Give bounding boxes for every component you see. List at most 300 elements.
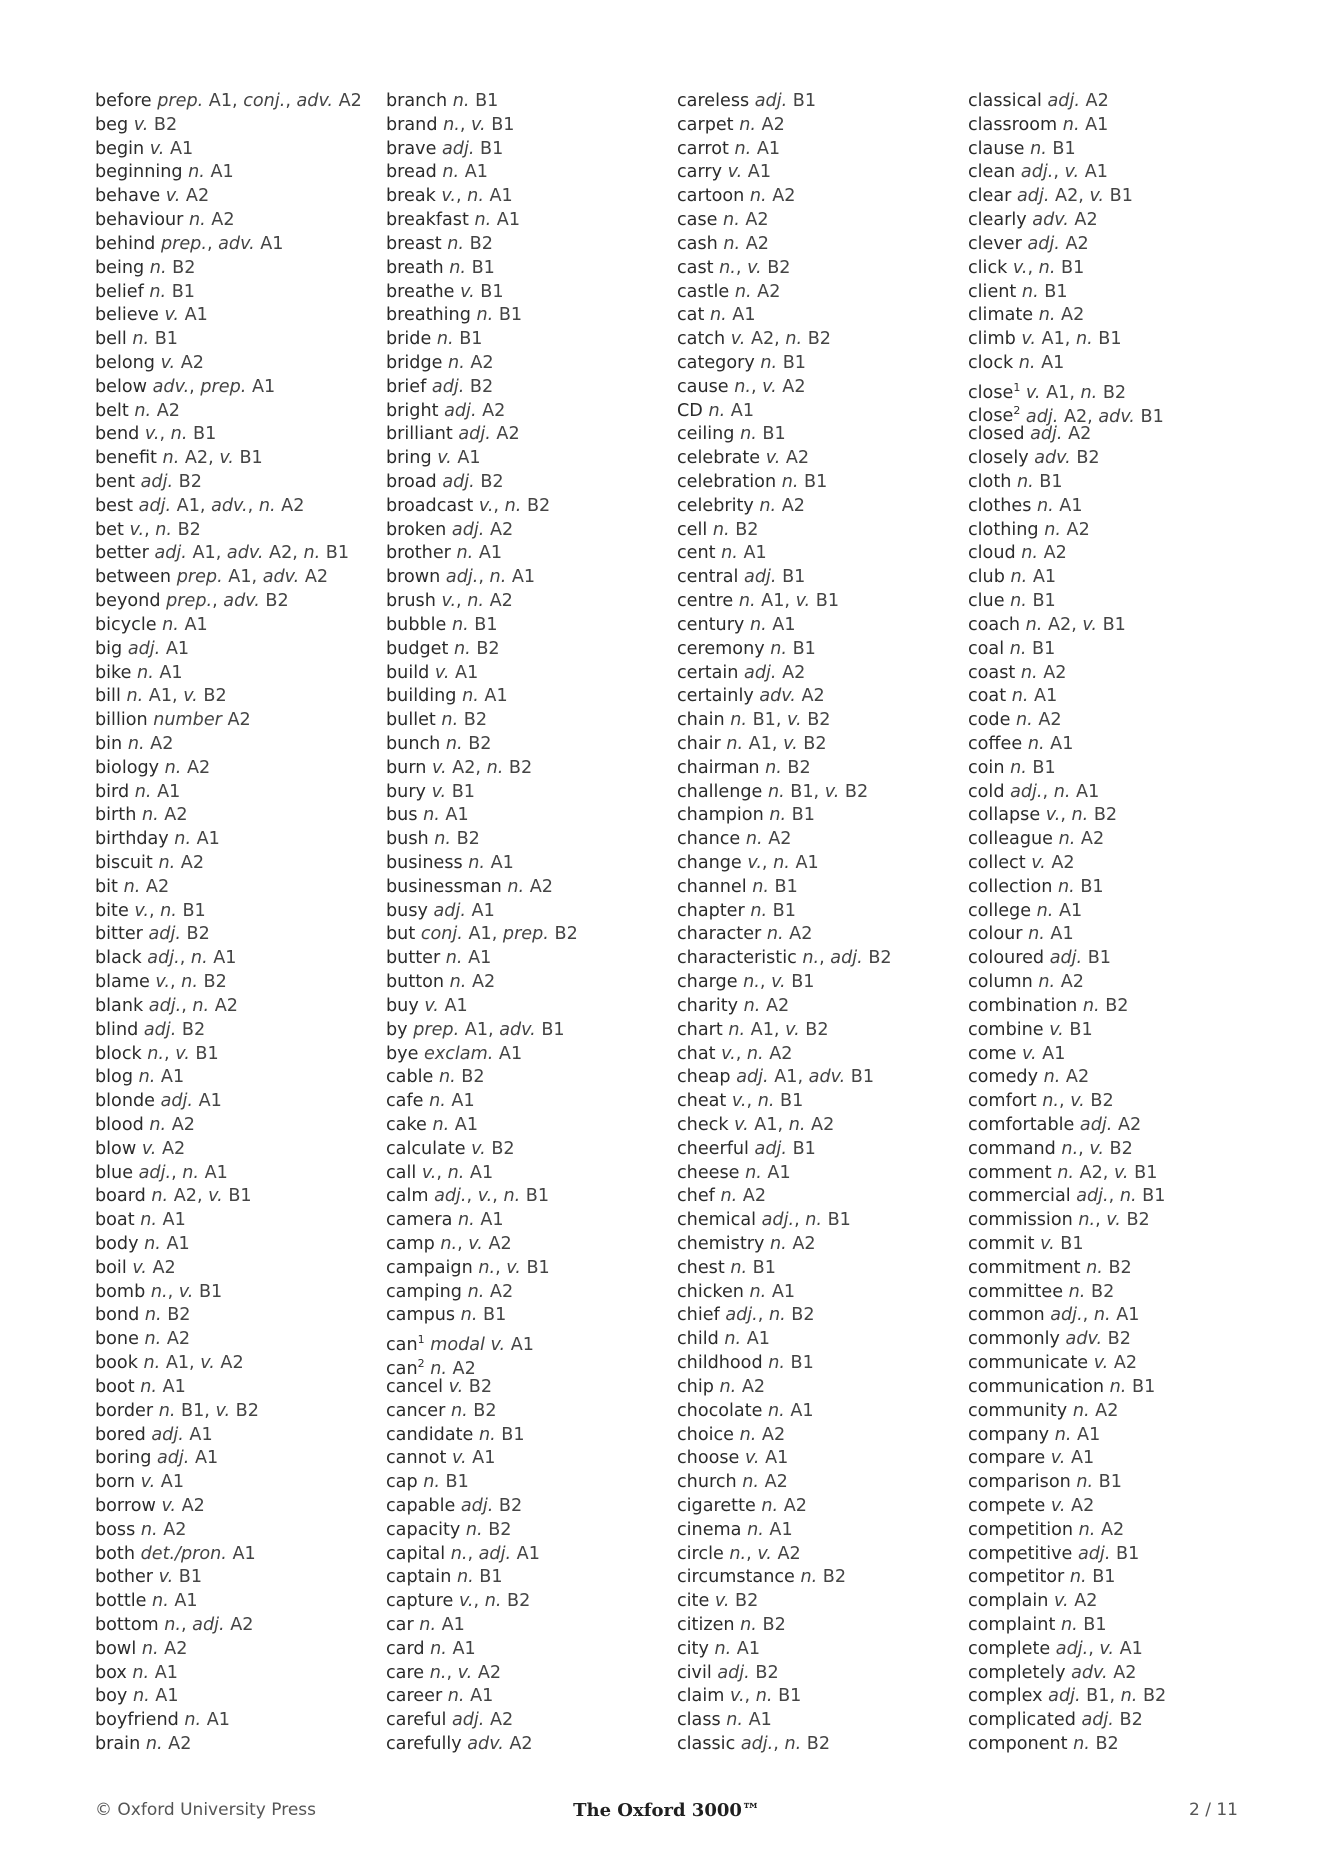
headword: celebration xyxy=(677,472,777,492)
entry-detail: v., n. B2 xyxy=(478,495,551,516)
part-of-speech: prep. xyxy=(200,376,247,397)
headword: class xyxy=(677,1710,721,1731)
part-of-speech: n. xyxy=(1038,972,1056,993)
word-entry xyxy=(386,757,666,781)
headword: boot xyxy=(95,1376,135,1397)
word-entry xyxy=(95,1281,375,1305)
part-of-speech: n. xyxy=(729,1543,747,1564)
part-of-speech: n. xyxy=(138,1067,156,1088)
part-of-speech: n. xyxy=(1021,543,1038,564)
headword: competitor xyxy=(968,1567,1065,1588)
headword: command xyxy=(968,1138,1056,1159)
word-entry xyxy=(386,828,666,852)
headword: benefit xyxy=(95,448,157,469)
headword: coffee xyxy=(968,733,1023,754)
entry-detail: n. A1 xyxy=(734,138,781,159)
word-entry xyxy=(968,1495,1248,1519)
entry-detail: n., adj. A1 xyxy=(450,1543,540,1564)
word-entry xyxy=(968,1471,1248,1495)
word-entry xyxy=(677,1471,957,1495)
word-entry xyxy=(386,781,666,805)
entry-detail: n. B2 xyxy=(765,757,811,778)
word-entry xyxy=(968,1709,1248,1733)
part-of-speech: n. xyxy=(447,233,465,254)
headword: coloured xyxy=(968,948,1045,969)
headword: brush xyxy=(386,591,436,612)
entry-detail: n. A1 xyxy=(1028,924,1074,945)
entry-detail: n. A1 xyxy=(1062,114,1109,135)
entry-detail: adj., n. A1 xyxy=(147,948,237,969)
part-of-speech: n. xyxy=(140,1210,157,1231)
word-entry xyxy=(386,519,666,543)
word-entry xyxy=(386,1543,666,1567)
part-of-speech: conj. xyxy=(243,91,286,111)
word-entry xyxy=(677,376,957,400)
part-of-speech: n. xyxy=(709,305,727,326)
word-entry xyxy=(95,1043,375,1067)
entry-detail: v., n. B2 xyxy=(1045,805,1118,826)
entry-detail: v. A1, n. B1 xyxy=(1021,329,1122,350)
entry-detail: v., n. B2 xyxy=(129,519,201,540)
part-of-speech: n. xyxy=(465,1519,483,1540)
word-entry xyxy=(95,757,375,781)
word-entry xyxy=(677,1328,957,1352)
word-entry xyxy=(386,1471,666,1495)
part-of-speech: adj. xyxy=(431,376,465,397)
part-of-speech: prep. xyxy=(160,233,207,254)
part-of-speech: n. xyxy=(1061,1138,1079,1159)
headword: close$^1$ xyxy=(968,380,1021,403)
part-of-speech: n. xyxy=(474,210,492,231)
entry-detail: adj. B2 xyxy=(143,1019,206,1040)
part-of-speech: v. xyxy=(165,186,181,207)
headword: business xyxy=(386,853,463,873)
headword: bubble xyxy=(386,614,447,635)
entry-detail: v. B1 xyxy=(431,781,475,802)
headword: black xyxy=(95,948,142,969)
word-entry xyxy=(95,566,375,590)
word-entry xyxy=(968,1233,1248,1257)
word-entry xyxy=(95,423,375,447)
headword: CD xyxy=(677,400,703,421)
part-of-speech: n. xyxy=(749,1281,767,1302)
word-entry xyxy=(677,1614,957,1638)
copyright-text: © Oxford University Press xyxy=(95,1800,317,1820)
headword: blind xyxy=(95,1019,139,1040)
entry-detail: n. A1 xyxy=(724,1329,770,1350)
headword: board xyxy=(95,1186,146,1207)
part-of-speech: adj. xyxy=(1025,406,1059,427)
part-of-speech: n. xyxy=(765,757,782,778)
word-entry xyxy=(386,376,666,400)
entry-detail: adj., n. B1 xyxy=(761,1210,851,1231)
entry-detail: n. A1 xyxy=(749,1281,796,1302)
part-of-speech: n. xyxy=(182,1162,199,1183)
entry-detail: v. A1 xyxy=(140,1472,185,1493)
word-entry xyxy=(386,1400,666,1424)
part-of-speech: n. xyxy=(149,257,167,278)
word-entry xyxy=(968,233,1248,257)
word-entry xyxy=(386,923,666,947)
word-entry xyxy=(677,1209,957,1233)
headword: bet xyxy=(95,519,124,540)
word-entry xyxy=(968,828,1248,852)
part-of-speech: n. xyxy=(453,638,471,659)
word-entry xyxy=(968,1352,1248,1376)
part-of-speech: adj. xyxy=(1030,424,1063,445)
word-entry xyxy=(677,1590,957,1614)
part-of-speech: adj. xyxy=(160,1091,193,1112)
entry-detail: n. B1 xyxy=(740,424,786,445)
entry-detail: n. A1 xyxy=(456,543,503,564)
entry-detail: n. A2, v. B1 xyxy=(1025,614,1126,635)
word-entry xyxy=(968,352,1248,376)
word-entry xyxy=(968,757,1248,781)
part-of-speech: v. xyxy=(208,1186,223,1207)
word-entry xyxy=(968,209,1248,233)
part-of-speech: v. xyxy=(437,448,452,469)
entry-detail: adj., n. A1 xyxy=(138,1162,228,1183)
word-entry xyxy=(677,161,957,185)
entry-detail: v., n. A1 xyxy=(421,1162,494,1183)
headword: colleague xyxy=(968,829,1053,850)
headword: change xyxy=(677,853,742,873)
part-of-speech: prep. xyxy=(176,567,223,588)
part-of-speech: adj. xyxy=(458,424,491,445)
headword: civil xyxy=(677,1662,712,1683)
word-entry xyxy=(95,1400,375,1424)
entry-detail: n. A1 xyxy=(709,305,756,326)
entry-detail: n. B2 xyxy=(712,519,759,540)
headword: blog xyxy=(95,1067,133,1088)
part-of-speech: adj. xyxy=(1027,233,1060,254)
word-entry xyxy=(968,947,1248,971)
word-entry xyxy=(968,709,1248,733)
word-entry xyxy=(95,1185,375,1209)
part-of-speech: n. xyxy=(800,1567,818,1588)
word-entry xyxy=(677,1733,957,1757)
headword: chemistry xyxy=(677,1234,765,1254)
headword: cite xyxy=(677,1591,710,1612)
part-of-speech: v. xyxy=(795,591,811,612)
entry-detail: n. B2 xyxy=(740,1615,786,1635)
headword: column xyxy=(968,972,1033,993)
entry-detail: n. A1 xyxy=(474,210,521,231)
part-of-speech: v. xyxy=(1082,614,1097,635)
part-of-speech: n. xyxy=(190,948,208,969)
entry-detail: adj. B2 xyxy=(442,472,504,492)
part-of-speech: v. xyxy=(448,1376,464,1397)
headword: brilliant xyxy=(386,424,453,445)
entry-detail: n. A2, v. B1 xyxy=(162,448,263,469)
part-of-speech: n. xyxy=(143,1353,161,1374)
word-entry xyxy=(95,233,375,257)
entry-detail: v. A2 xyxy=(1093,1353,1138,1374)
part-of-speech: n. xyxy=(721,543,738,564)
part-of-speech: v. xyxy=(155,972,170,993)
headword: coach xyxy=(968,614,1021,635)
entry-detail: adj. A1 xyxy=(160,1091,222,1112)
part-of-speech: n. xyxy=(468,853,486,873)
word-entry xyxy=(386,233,666,257)
headword: before xyxy=(95,91,152,111)
part-of-speech: n. xyxy=(730,1257,748,1278)
entry-detail: n. A1 xyxy=(1054,1424,1101,1445)
entry-detail: adj., n. B1 xyxy=(1076,1186,1166,1207)
word-entry xyxy=(677,1376,957,1400)
headword: common xyxy=(968,1305,1045,1326)
word-entry xyxy=(968,471,1248,495)
part-of-speech: n. xyxy=(784,1734,802,1755)
entry-detail: n. B1 xyxy=(452,91,499,111)
word-entry xyxy=(677,1185,957,1209)
word-entry xyxy=(386,1685,666,1709)
part-of-speech: n. xyxy=(805,1210,822,1231)
part-of-speech: n. xyxy=(140,1376,157,1397)
part-of-speech: adj. xyxy=(1081,1710,1114,1731)
entry-detail: n. B1 xyxy=(1069,1567,1116,1588)
part-of-speech: n. xyxy=(258,495,276,516)
entry-detail: n. A2 xyxy=(1038,972,1084,993)
headword: billion xyxy=(95,710,148,731)
part-of-speech: n. xyxy=(740,1615,757,1635)
headword: commitment xyxy=(968,1257,1081,1278)
word-entry xyxy=(386,947,666,971)
entry-detail: exclam. A1 xyxy=(424,1043,523,1064)
entry-detail: v. A1 xyxy=(149,138,194,159)
headword: character xyxy=(677,924,762,945)
headword: brother xyxy=(386,543,451,564)
entry-detail: n. B1 xyxy=(460,1305,507,1326)
part-of-speech: n. xyxy=(127,733,145,754)
headword: blank xyxy=(95,995,144,1016)
entry-detail: n. A1 xyxy=(132,1662,178,1683)
headword: compare xyxy=(968,1448,1046,1469)
part-of-speech: v. xyxy=(1031,853,1046,873)
headword: completely xyxy=(968,1662,1066,1683)
part-of-speech: n. xyxy=(164,1615,181,1635)
word-entry xyxy=(677,1162,957,1186)
entry-detail: n. B1 xyxy=(132,329,178,350)
word-entry xyxy=(95,1328,375,1352)
entry-detail: v. A1 xyxy=(424,995,468,1016)
word-entry xyxy=(968,400,1248,427)
part-of-speech: v. xyxy=(1022,1043,1037,1064)
headword: brave xyxy=(386,138,437,159)
headword: better xyxy=(95,543,149,564)
part-of-speech: n. xyxy=(478,1424,496,1445)
entry-detail: n. B1 xyxy=(449,257,495,278)
part-of-speech: adj. xyxy=(451,519,485,540)
entry-detail: n. B1 xyxy=(423,1472,469,1493)
part-of-speech: n. xyxy=(149,1114,167,1135)
part-of-speech: n. xyxy=(1057,1162,1074,1183)
headword: cheese xyxy=(677,1162,740,1183)
part-of-speech: exclam. xyxy=(424,1043,494,1064)
word-entry xyxy=(95,828,375,852)
word-entry xyxy=(95,995,375,1019)
headword: cancer xyxy=(386,1400,446,1421)
headword: coast xyxy=(968,662,1016,683)
headword: biscuit xyxy=(95,853,153,873)
word-entry xyxy=(95,709,375,733)
part-of-speech: n. xyxy=(438,1067,456,1088)
headword: careless xyxy=(677,91,750,111)
headword: bell xyxy=(95,329,127,350)
entry-detail: n. A1 xyxy=(188,162,234,183)
headword: card xyxy=(386,1638,425,1659)
part-of-speech: adv. xyxy=(1034,448,1071,469)
entry-detail: v. B1 xyxy=(158,1567,203,1588)
word-entry xyxy=(95,1447,375,1471)
part-of-speech: n. xyxy=(749,186,767,207)
word-entry xyxy=(677,281,957,305)
part-of-speech: n. xyxy=(1109,1376,1127,1397)
entry-detail: n. A2 xyxy=(1020,662,1067,683)
headword: close$^2$ xyxy=(968,404,1021,427)
word-entry xyxy=(968,1447,1248,1471)
entry-detail: n. B2 xyxy=(441,710,488,731)
entry-detail: n. A2 xyxy=(723,210,769,231)
headword: budget xyxy=(386,638,449,659)
word-entry xyxy=(95,804,375,828)
word-entry xyxy=(386,1090,666,1114)
headword: church xyxy=(677,1472,737,1493)
headword: beginning xyxy=(95,162,183,183)
entry-detail: v. B2 xyxy=(714,1591,759,1612)
word-entry xyxy=(386,542,666,566)
word-entry xyxy=(95,185,375,209)
headword: captain xyxy=(386,1567,452,1588)
entry-detail: adj. A2 xyxy=(451,1710,514,1731)
part-of-speech: adj. xyxy=(1017,186,1050,207)
headword: cell xyxy=(677,519,708,540)
word-entry xyxy=(95,519,375,543)
headword: charity xyxy=(677,995,739,1016)
part-of-speech: adj. xyxy=(156,1448,190,1469)
word-entry xyxy=(968,1114,1248,1138)
part-of-speech: v. xyxy=(1106,1210,1121,1231)
part-of-speech: n. xyxy=(788,1114,806,1135)
headword: carrot xyxy=(677,138,729,159)
word-entry xyxy=(95,400,375,424)
part-of-speech: n. xyxy=(1036,900,1054,921)
headword: closed xyxy=(968,424,1025,445)
entry-detail: n. A2 xyxy=(1043,1067,1090,1088)
word-entry xyxy=(386,138,666,162)
part-of-speech: v. xyxy=(727,162,743,183)
part-of-speech: v. xyxy=(1050,1495,1066,1516)
word-entry xyxy=(95,447,375,471)
headword: bottle xyxy=(95,1591,147,1612)
word-entry xyxy=(386,1519,666,1543)
part-of-speech: n. xyxy=(423,1472,440,1493)
word-entry xyxy=(968,1066,1248,1090)
word-entry xyxy=(95,1138,375,1162)
part-of-speech: adj. xyxy=(1077,1543,1111,1564)
headword: bush xyxy=(386,829,429,850)
word-entry xyxy=(677,352,957,376)
entry-detail: v. A1, n. B2 xyxy=(1025,382,1127,403)
word-entry xyxy=(968,1376,1248,1400)
headword: can$^1$ xyxy=(386,1333,425,1356)
word-entry xyxy=(95,1638,375,1662)
headword: celebrate xyxy=(677,448,761,469)
headword: clause xyxy=(968,138,1025,159)
part-of-speech: v. xyxy=(460,281,475,302)
headword: by xyxy=(386,1019,408,1040)
part-of-speech: n. xyxy=(769,805,787,826)
part-of-speech: n. xyxy=(145,1734,163,1755)
headword: clue xyxy=(968,591,1005,612)
headword: component xyxy=(968,1734,1068,1755)
entry-detail: n. B1 xyxy=(768,1353,814,1374)
part-of-speech: n. xyxy=(761,1495,779,1516)
word-entry xyxy=(95,209,375,233)
entry-detail: n. B1 xyxy=(451,614,498,635)
headword: certain xyxy=(677,662,739,683)
part-of-speech: n. xyxy=(448,352,465,373)
part-of-speech: adj. xyxy=(761,1210,795,1231)
word-entry xyxy=(386,352,666,376)
entry-detail: adj. B1 xyxy=(442,138,504,159)
word-entry xyxy=(677,876,957,900)
part-of-speech: v. xyxy=(129,519,145,540)
part-of-speech: adv. xyxy=(152,376,190,397)
entry-detail: n. B1 xyxy=(1010,757,1056,778)
word-entry xyxy=(95,1662,375,1686)
headword: biology xyxy=(95,757,160,778)
entry-detail: adj. A1 xyxy=(127,638,190,659)
part-of-speech: v. xyxy=(771,972,786,993)
entry-detail: n. A1 xyxy=(134,781,181,802)
word-entry xyxy=(968,1614,1248,1638)
entry-detail: v. B2 xyxy=(448,1376,493,1397)
part-of-speech: n. xyxy=(503,1186,521,1207)
headword: bread xyxy=(386,162,437,183)
headword: chemical xyxy=(677,1210,757,1231)
entry-detail: v. B1 xyxy=(1049,1019,1093,1040)
headword: boyfriend xyxy=(95,1710,179,1731)
entry-detail: adj. B1 xyxy=(1077,1543,1140,1564)
part-of-speech: n. xyxy=(712,519,730,540)
headword: chapter xyxy=(677,900,745,921)
part-of-speech: n. xyxy=(802,948,820,969)
headword: chief xyxy=(677,1305,720,1326)
part-of-speech: v. xyxy=(161,1495,177,1516)
headword: comedy xyxy=(968,1067,1038,1088)
headword: complicated xyxy=(968,1710,1076,1731)
entry-detail: v., n. B1 xyxy=(729,1686,802,1707)
entry-detail: v. A2 xyxy=(1050,1495,1095,1516)
word-entry xyxy=(677,1566,957,1590)
part-of-speech: adv. xyxy=(808,1067,846,1088)
word-entry xyxy=(677,1281,957,1305)
part-of-speech: v. xyxy=(1025,382,1041,403)
entry-detail: v. A2 xyxy=(160,352,204,373)
entry-detail: v. A2 xyxy=(141,1138,186,1159)
entry-detail: n. A1 xyxy=(1036,495,1083,516)
word-entry xyxy=(677,1019,957,1043)
part-of-speech: v. xyxy=(1054,1591,1069,1612)
word-entry xyxy=(968,1209,1248,1233)
part-of-speech: v. xyxy=(730,329,746,350)
part-of-speech: modal xyxy=(430,1335,485,1356)
entry-detail: n. A1 xyxy=(768,1400,814,1421)
part-of-speech: n. xyxy=(441,710,459,731)
entry-detail: n. A2 xyxy=(739,114,785,135)
part-of-speech: v. xyxy=(762,376,777,397)
